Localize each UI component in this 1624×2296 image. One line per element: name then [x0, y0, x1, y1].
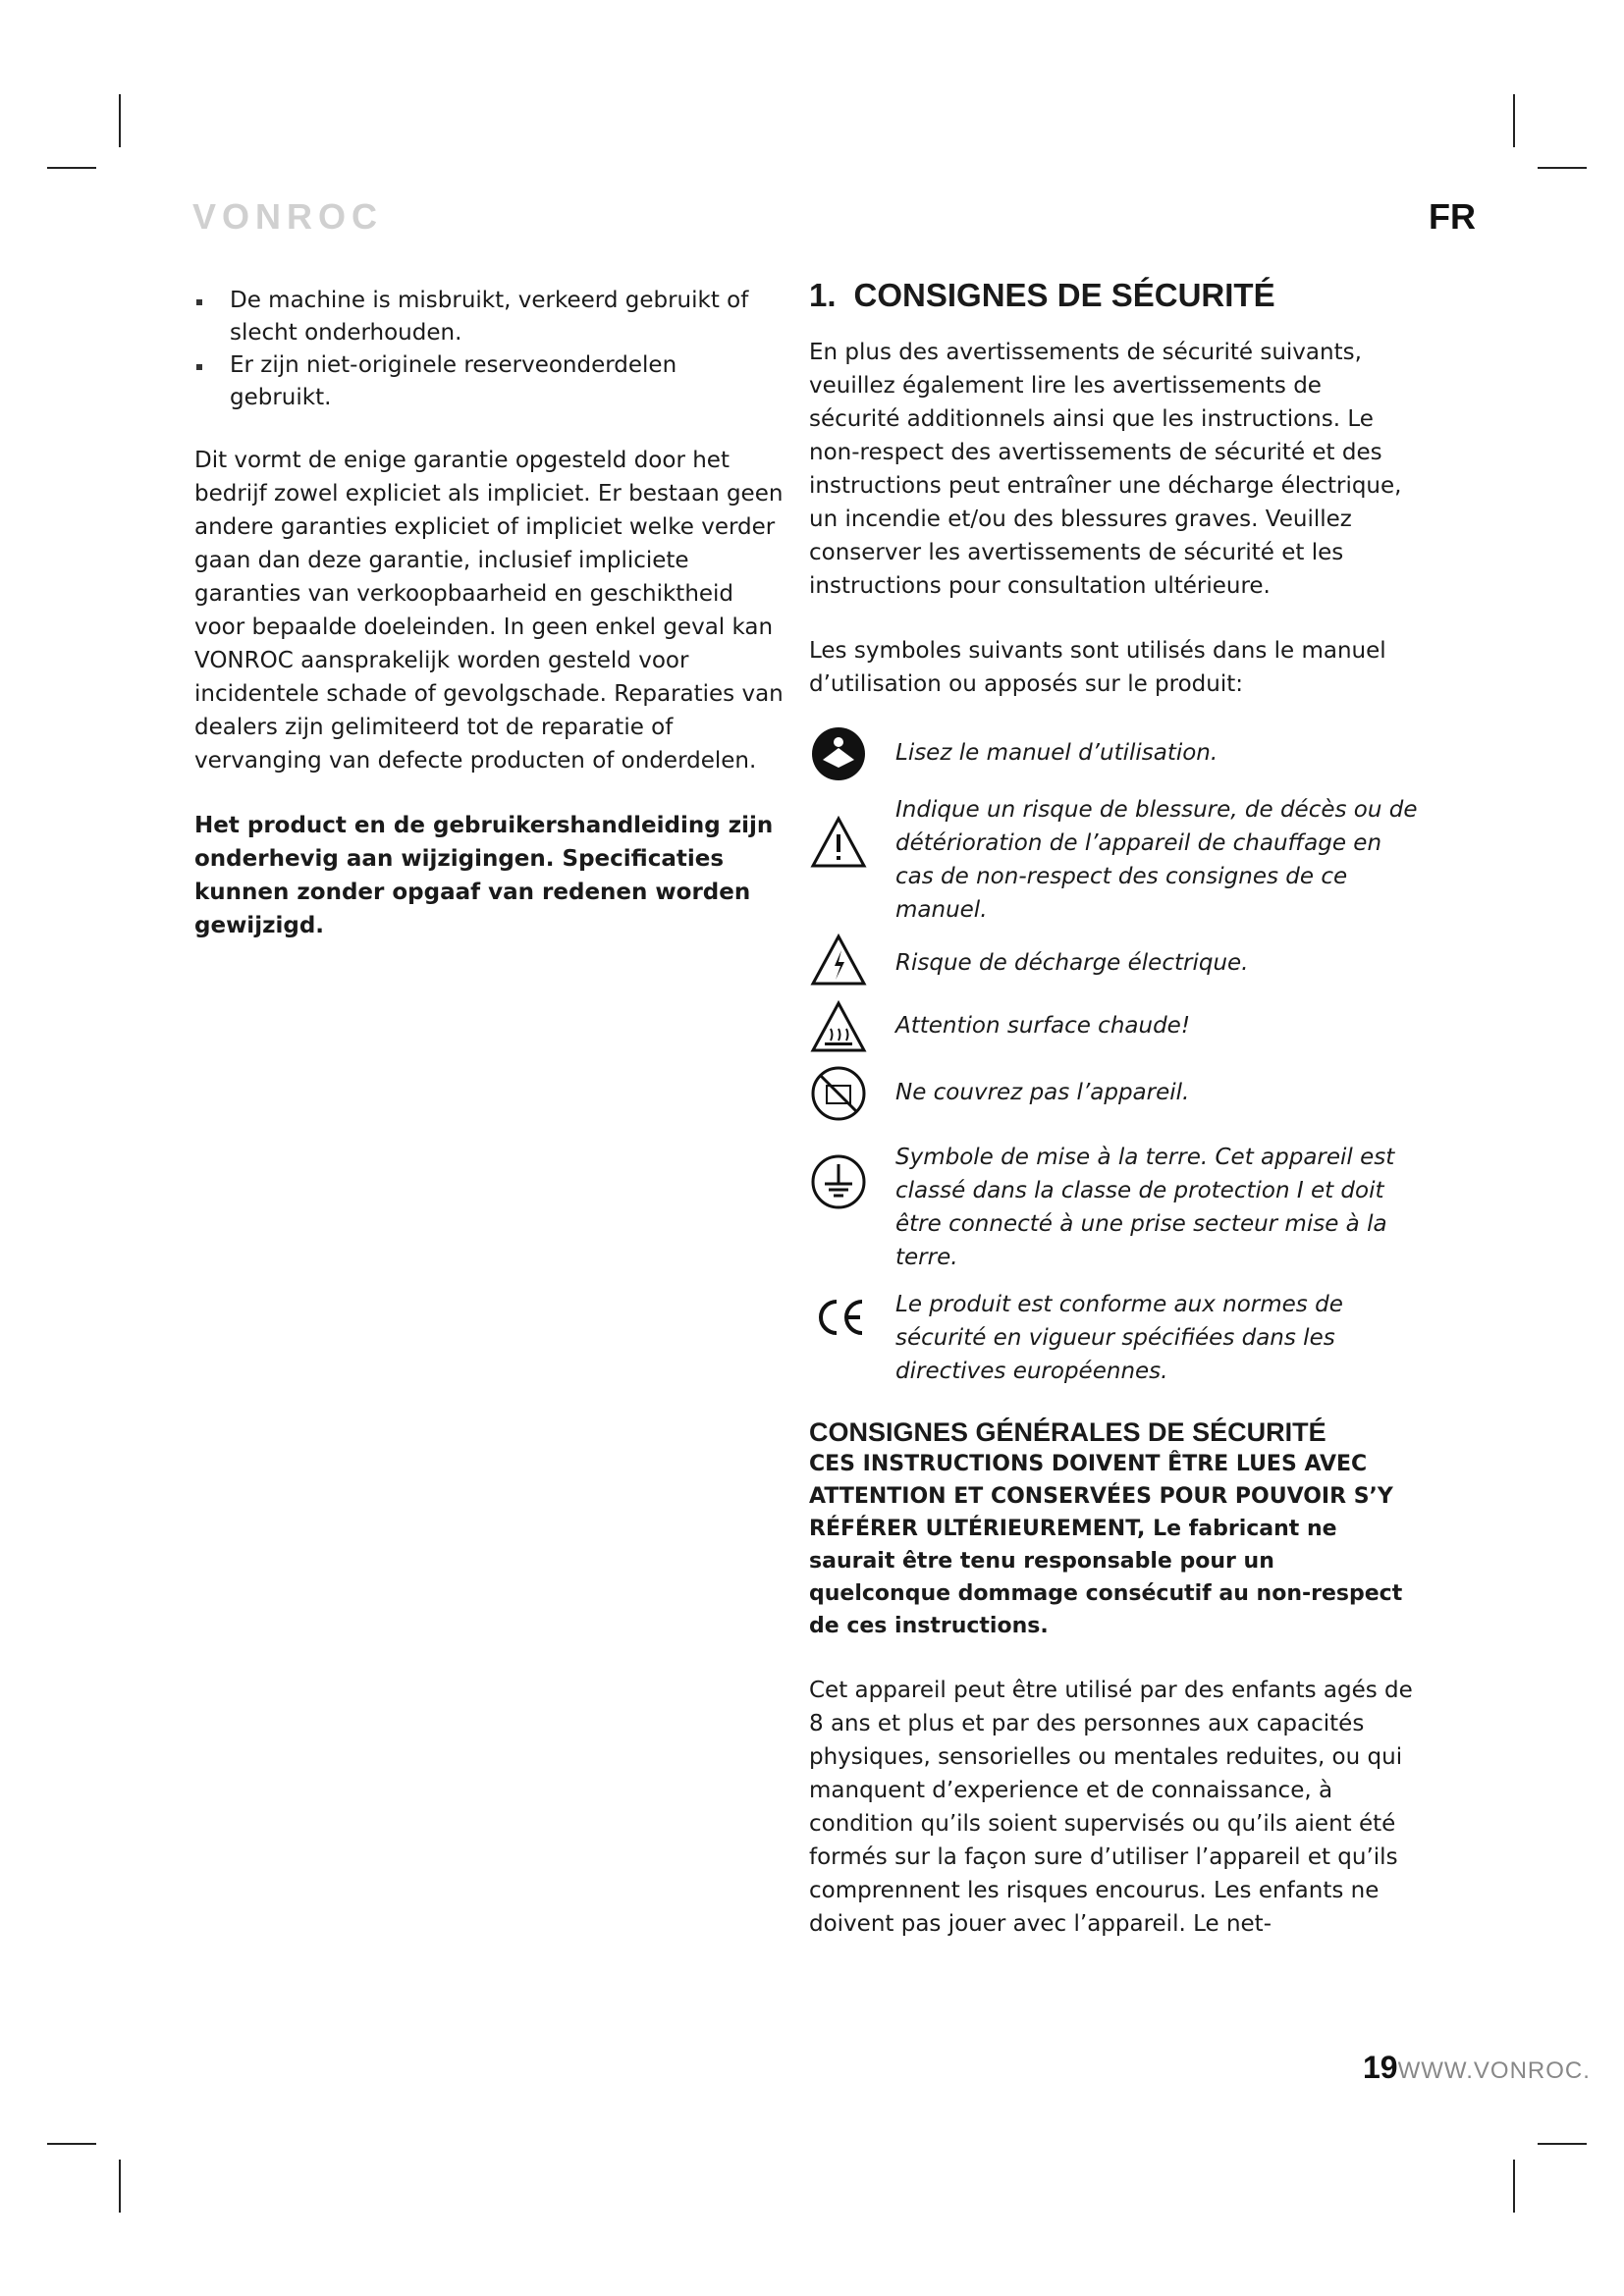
warranty-paragraph: Dit vormt de enige garantie opgesteld door het bedrijf zowel expliciet als impliciet. Er bestaan geen andere garanties expliciet of impliciet welke verder gaan dan deze garantie, inclusief impliciete garanties van verkoopbaarheid en geschiktheid voor bepaalde doeleinden. In geen enkel geval kan VONROC aansprakelijk worden gesteld voor incidentele schade of gevolgschade. Reparaties van dealers zijn gelimiteerd tot de reparatie of vervanging van defecte producten of onderdelen. [194, 448, 784, 774]
symbol-text: Lisez le manuel d’utilisation. [895, 740, 1218, 766]
symbol-row [809, 997, 1418, 1064]
intro-paragraph: En plus des avertissements de sécurité suivants, veuillez également lire les avertissements de sécurité additionnels ainsi que les instructions. Le non-respect des avertissements de sécurité et des instructions peut entraîner une décharge électrique, un incendie et/ou des blessures graves. Veuillez conserver les avertissements de sécurité et les instructions pour consultation ultérieure. [809, 340, 1402, 599]
symbol-list [809, 724, 1418, 1396]
page-footer [1363, 2050, 1591, 2086]
page-number: 19 [1363, 2050, 1398, 2085]
crop-mark [1513, 2160, 1515, 2213]
ce-mark-icon [809, 1288, 868, 1347]
list-item: De machine is misbruikt, verkeerd gebruikt of slecht onderhouden. [194, 285, 784, 349]
warranty-exclusions-list [194, 285, 784, 414]
list-item: Er zijn niet-originele reserveonderdelen gebruikt. [194, 349, 784, 414]
crop-mark [1513, 94, 1515, 147]
symbol-text: Indique un risque de blessure, de décès ou de détérioration de l’appareil de chauffage en cas de non-respect des consignes de ce manuel. [895, 797, 1418, 923]
children-paragraph: Cet appareil peut être utilisé par des enfants agés de 8 ans et plus et par des personnes aux capacités physiques, sensorielles ou mentales reduites, ou qui manquent d’experience et de connaissance, à condition qu’ils soient supervisés ou qu’ils aient été formés sur la façon sure d’utiliser l’appareil et qu’ils comprennent les risques encourus. Les enfants ne doivent pas jouer avec l’appareil. Le net- [809, 1678, 1413, 1937]
symbol-row [809, 724, 1418, 791]
symbols-intro: Les symboles suivants sont utilisés dans le manuel d’utilisation ou apposés sur le produit: [809, 638, 1386, 697]
general-safety-title: CONSIGNES GÉNÉRALES DE SÉCURITÉ [809, 1417, 1326, 1447]
crop-mark [1538, 167, 1587, 169]
symbol-row [809, 1288, 1418, 1396]
crop-mark [47, 167, 96, 169]
symbol-row [809, 1141, 1418, 1288]
symbol-text: Attention surface chaude! [895, 1013, 1191, 1039]
read-manual-icon [809, 724, 868, 783]
symbol-row [809, 793, 1418, 931]
symbol-text: Ne couvrez pas l’appareil. [895, 1080, 1190, 1105]
symbol-text: Le produit est conforme aux normes de sécurité en vigueur spécifiées dans les directives européennes. [895, 1292, 1343, 1384]
left-column [194, 285, 784, 942]
change-notice: Het product en de gebruikershandleiding zijn onderhevig aan wijzigingen. Specificaties kunnen zonder opgaaf van redenen worden gewijzigd. [194, 813, 774, 938]
crop-mark [47, 2143, 96, 2145]
language-code: FR [1429, 196, 1476, 237]
do-not-cover-icon [809, 1064, 868, 1123]
brand-logo: VONROC [192, 196, 384, 237]
symbol-row [809, 1064, 1418, 1141]
electric-shock-icon [809, 931, 868, 989]
hot-surface-icon [809, 997, 868, 1056]
website-url: WWW.VONROC. [1397, 2057, 1591, 2084]
earth-ground-icon [809, 1152, 868, 1211]
crop-mark [119, 94, 121, 147]
crop-mark [119, 2160, 121, 2213]
symbol-row [809, 931, 1418, 997]
section-number: 1. [809, 277, 837, 313]
crop-mark [1538, 2143, 1587, 2145]
symbol-text: Risque de décharge électrique. [895, 950, 1249, 976]
warning-icon [809, 813, 868, 872]
symbol-text: Symbole de mise à la terre. Cet appareil est classé dans la classe de protection I et doit être connecté à une prise secteur mise à la terre. [895, 1145, 1395, 1270]
section-title: CONSIGNES DE SÉCURITÉ [853, 277, 1275, 313]
general-safety-subtitle: CES INSTRUCTIONS DOIVENT ÊTRE LUES AVEC ATTENTION ET CONSERVÉES POUR POUVOIR S’Y RÉFÉRER ULTÉRIEUREMENT, Le fabricant ne saurait être tenu responsable pour un quelconque dommage consécutif au non-respect de ces instructions. [809, 1452, 1403, 1638]
right-column [809, 277, 1418, 1941]
section-heading [809, 277, 1418, 314]
